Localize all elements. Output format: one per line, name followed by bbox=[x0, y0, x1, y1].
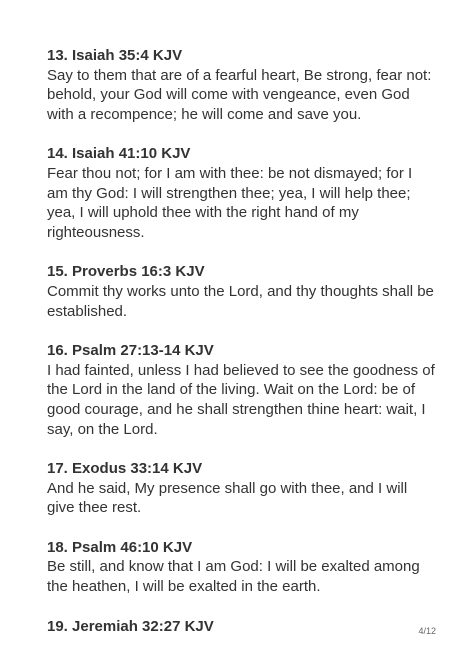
verse-reference: 17. Exodus 33:14 KJV bbox=[47, 460, 203, 478]
verse-block bbox=[47, 459, 437, 518]
verse-text: Say to them that are of a fearful heart, Be strong, fear not: behold, your God will come with vengeance, even God with a recompence; he will come and save you. bbox=[47, 66, 432, 123]
verse-text: Commit thy works unto the Lord, and thy thoughts shall be established. bbox=[47, 282, 434, 320]
document-page bbox=[47, 46, 437, 656]
verse-block bbox=[47, 144, 437, 242]
verse-block bbox=[47, 262, 437, 321]
verse-text: I had fainted, unless I had believed to see the goodness of the Lord in the land of the living. Wait on the Lord: be of good courage, and he shall strengthen thine heart: wait, I say, on the Lord. bbox=[47, 361, 435, 438]
verse-text: And he said, My presence shall go with thee, and I will give thee rest. bbox=[47, 479, 408, 517]
verse-text: Be still, and know that I am God: I will be exalted among the heathen, I will be exalted in the earth. bbox=[47, 558, 420, 596]
verse-text: Fear thou not; for I am with thee: be not dismayed; for I am thy God: I will strengthen thee; yea, I will help thee; yea, I will uphold thee with the right hand of my righteousness. bbox=[47, 164, 413, 241]
verse-reference: 13. Isaiah 35:4 KJV bbox=[47, 47, 183, 64]
verse-reference: 14. Isaiah 41:10 KJV bbox=[47, 145, 191, 163]
verse-reference: 16. Psalm 27:13-14 KJV bbox=[47, 342, 214, 360]
verse-block bbox=[47, 538, 437, 597]
verse-reference: 19. Jeremiah 32:27 KJV bbox=[47, 617, 214, 635]
verse-reference: 15. Proverbs 16:3 KJV bbox=[47, 263, 205, 281]
verse-block bbox=[47, 46, 437, 124]
verse-block bbox=[47, 341, 437, 439]
page-number: 4/12 bbox=[418, 626, 436, 636]
verse-reference: 18. Psalm 46:10 KJV bbox=[47, 538, 193, 556]
verse-block bbox=[47, 617, 437, 637]
